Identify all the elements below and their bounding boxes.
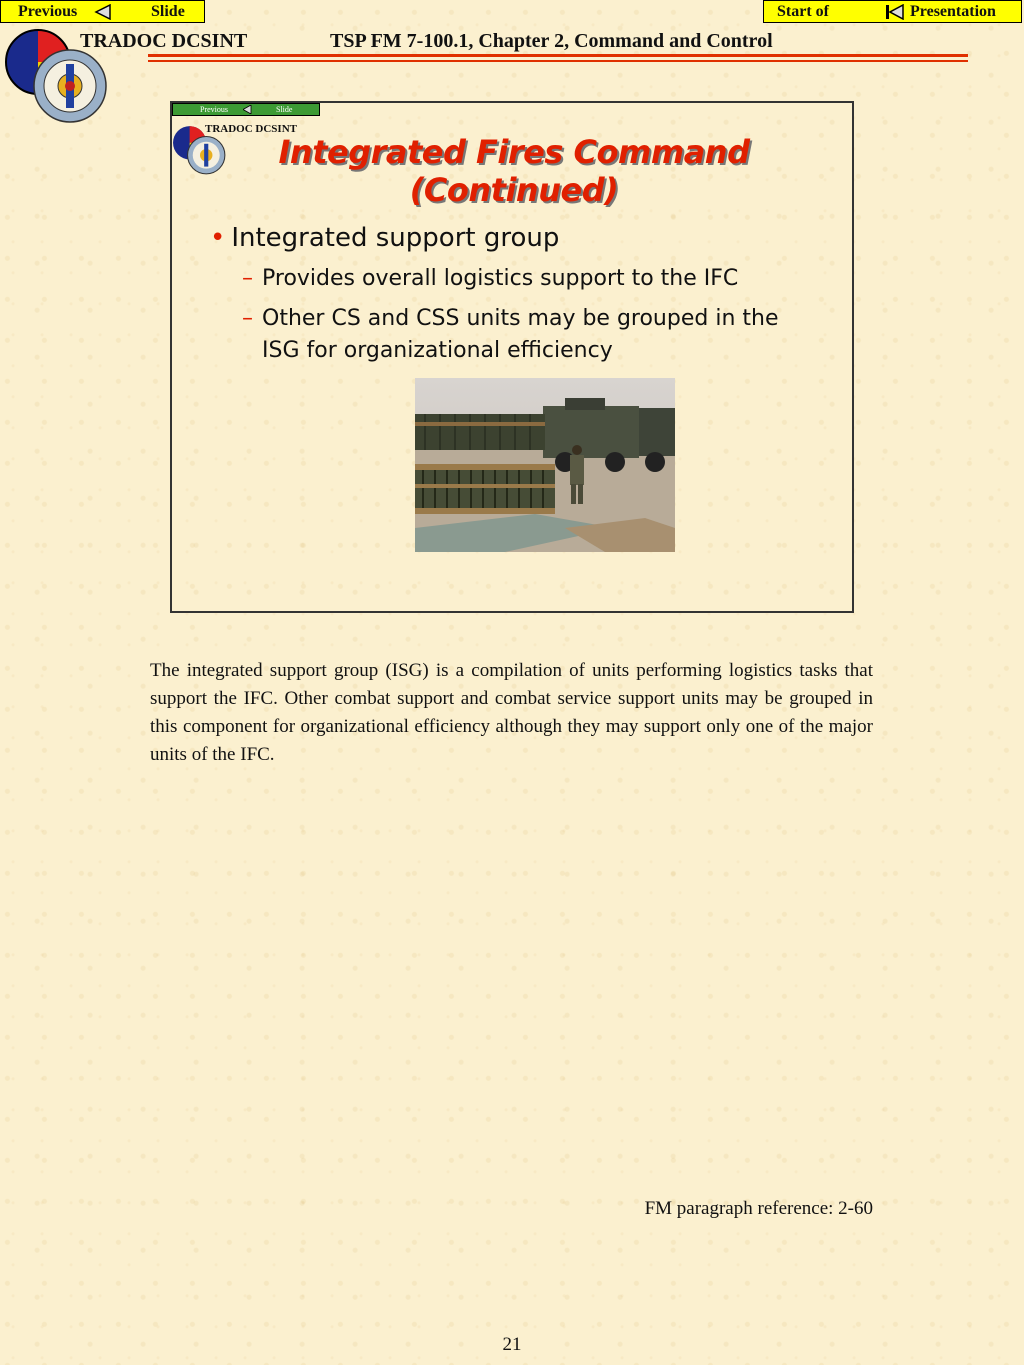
dash-icon: –: [242, 266, 253, 291]
page-number: 21: [502, 1334, 522, 1355]
start-of-label: Start of: [777, 3, 829, 20]
narrative-paragraph: The integrated support group (ISG) is a compilation of units performing logistics tasks that support the IFC. Other combat support and combat service support units may be grouped in this component for organizational efficiency although they may support only one of the major units of the IFC.: [150, 660, 873, 765]
ammunition-supply-photo: [415, 378, 675, 552]
page-title: TSP FM 7-100.1, Chapter 2, Command and Control: [330, 30, 773, 52]
previous-label: Previous: [18, 3, 78, 20]
slide-sub-bullet-text: Provides overall logistics support to the IFC: [262, 266, 739, 291]
slide-bullet: [210, 223, 559, 253]
dash-icon: –: [242, 306, 253, 331]
slide-title-line-2: (Continued): [409, 171, 619, 209]
header-divider: [148, 54, 968, 57]
mini-slide-label: Slide: [276, 105, 293, 114]
first-slide-icon: [885, 4, 905, 20]
header-org: TRADOC DCSINT: [80, 30, 248, 52]
previous-slide-button[interactable]: [0, 0, 205, 23]
slide-sub-bullet-text: Other CS and CSS units may be grouped in the ISG for organizational efficiency: [262, 306, 779, 363]
previous-arrow-icon: [94, 4, 112, 20]
presentation-label: Presentation: [910, 3, 996, 20]
slide-title-line-1: Integrated Fires Command: [278, 133, 750, 171]
mini-previous-arrow-icon: [243, 105, 252, 114]
slide-org-label: TRADOC DCSINT: [205, 123, 297, 135]
slide-title: [172, 133, 856, 209]
mini-previous-slide-button: [172, 103, 320, 116]
fm-paragraph-reference: FM paragraph reference: 2-60: [644, 1198, 873, 1219]
slide-bullet-text: Integrated support group: [231, 223, 560, 253]
slide-image: [170, 101, 854, 613]
slide-sub-bullet: [242, 303, 822, 367]
mini-previous-label: Previous: [200, 105, 228, 114]
slide-label: Slide: [151, 3, 185, 20]
start-of-presentation-button[interactable]: [763, 0, 1022, 23]
header-divider-secondary: [148, 60, 968, 62]
bullet-dot-icon: •: [210, 223, 226, 253]
slide-sub-bullet: [242, 263, 822, 295]
